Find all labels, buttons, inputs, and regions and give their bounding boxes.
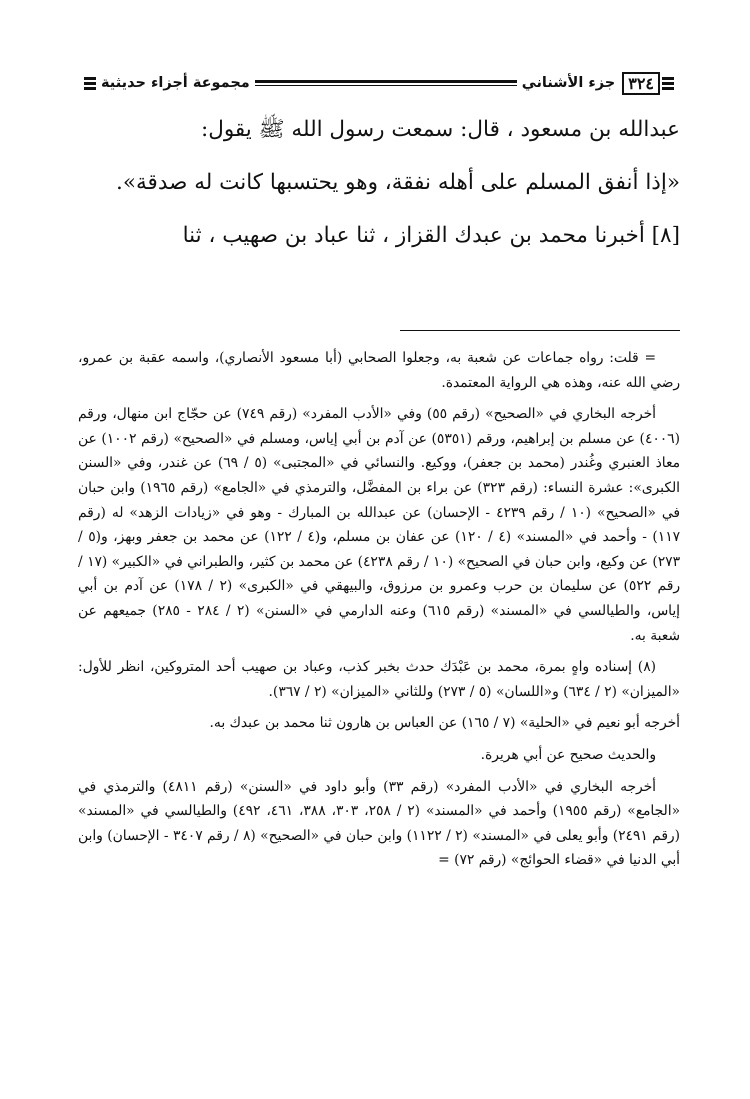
header-ornament-left [84,77,96,90]
collection-title: مجموعة أجزاء حديثية [101,75,250,91]
footnote-note: والحديث صحيح عن أبي هريرة. [480,746,656,763]
part-title: جزء الأشناني [521,75,616,91]
footnote-takhrij-3: أخرجه البخاري في «الأدب المفرد» (رقم ٣٣) وأبو داود في «السنن» (رقم ٤٨١١) والترمذي في «الجامع» (رقم ١٩٥٥) وأحمد في «المسند» (٢ / ٢٥٨، ٣٠٣، ٣٨٨، ٤٦١، ٤٩٢) والطيالسي في «المسند» (رقم ٢٤٩١) وأبو يعلى في «المسند» (٢ / ١١٢٢) وابن حبان في «الصحيح» (٨ / رقم ٣٤٠٧ - الإحسان) وابن أبي الدنيا في «قضاء الحوائج» (رقم ٧٢) = [78,778,681,869]
main-paragraph-3: [٨] أخبرنا محمد بن عبدك القزاز ، ثنا عباد بن صهيب ، ثنا [182,223,680,248]
footnote-takhrij-1: أخرجه البخاري في «الصحيح» (رقم ٥٥) وفي «الأدب المفرد» (رقم ٧٤٩) عن حجّاج ابن منهال، ورقم (٤٠٠٦) عن مسلم بن إبراهيم، ورقم (٥٣٥١) عن آدم بن أبي إياس، ومسلم في «الصحيح» (رقم ١٠٠٢) عن معاذ العنبري وغُندر (محمد بن جعفر)، ووكيع. والنسائي في «المجتبى» (٥ / ٦٩) عن غندر، وفي «السنن الكبرى»: عشرة النساء: (رقم ٣٢٣) عن براء بن المفضَّل، والترمذي في «الجامع» (رقم ١٩٦٥) وابن حبان في «الصحيح» (١٠ / رقم ٤٢٣٩ - الإحسان) عن عبدالله بن المبارك - وهو في «زيادات الزهد» له (رقم ١١٧) - وأحمد في «المسند» (٤ / ١٢٠) عن عفان بن مسلم، و(٤ / ١٢٢) عن محمد بن جعفر وبهز، و(٥ / ٢٧٣) عن وكيع، وابن حبان في الصحيح» (١٠ / رقم ٤٢٣٨) عن محمد بن كثير، والطبراني في «الكبير» (١٧ / رقم ٥٢٢) عن سليمان بن حرب وعمرو بن مرزوق، والبيهقي في «الكبرى» (٢ / ١٧٨) عن آدم بن أبي إياس، والطيالسي في «المسند» (رقم ٦١٥) وعنه الدارمي في «السنن» (٢ / ٢٨٤ - ٢٨٥) جميعهم عن شعبة به. [78,406,681,644]
main-paragraph-2: «إذا أنفق المسلم على أهله نفقة، وهو يحتسبها كانت له صدقة». [116,170,680,195]
footnote-takhrij-2: أخرجه أبو نعيم في «الحلية» (٧ / ١٦٥) عن العباس بن هارون ثنا محمد بن عبدك به. [209,715,680,732]
footnote-separator [400,330,680,331]
footnote-8: (٨) إسناده واهٍ بمرة، محمد بن عَبْدَك حدث بخبر كذب، وعباد بن صهيب أحد المتروكين، انظر للأول: «الميزان» (٢ / ٦٣٤) و«اللسان» (٥ / ٢٧٣) وللثاني «الميزان» (٢ / ٣٦٧). [78,659,680,700]
main-text [78,110,680,256]
page-number: ٣٢٤ [622,72,660,95]
header-rule [255,80,517,86]
header-ornament-right [662,77,674,90]
running-header [84,70,674,96]
main-paragraph-1: عبدالله بن مسعود ، قال: سمعت رسول الله ﷺ يقول: [200,117,680,142]
footnote-continuation: = قلت: رواه جماعات عن شعبة به، وجعلوا الصحابي (أبا مسعود الأنصاري)، واسمه عقبة بن عمرو، رضي الله عنه، وهذه هي الرواية المعتمدة. [78,350,680,391]
footnotes [78,346,680,880]
